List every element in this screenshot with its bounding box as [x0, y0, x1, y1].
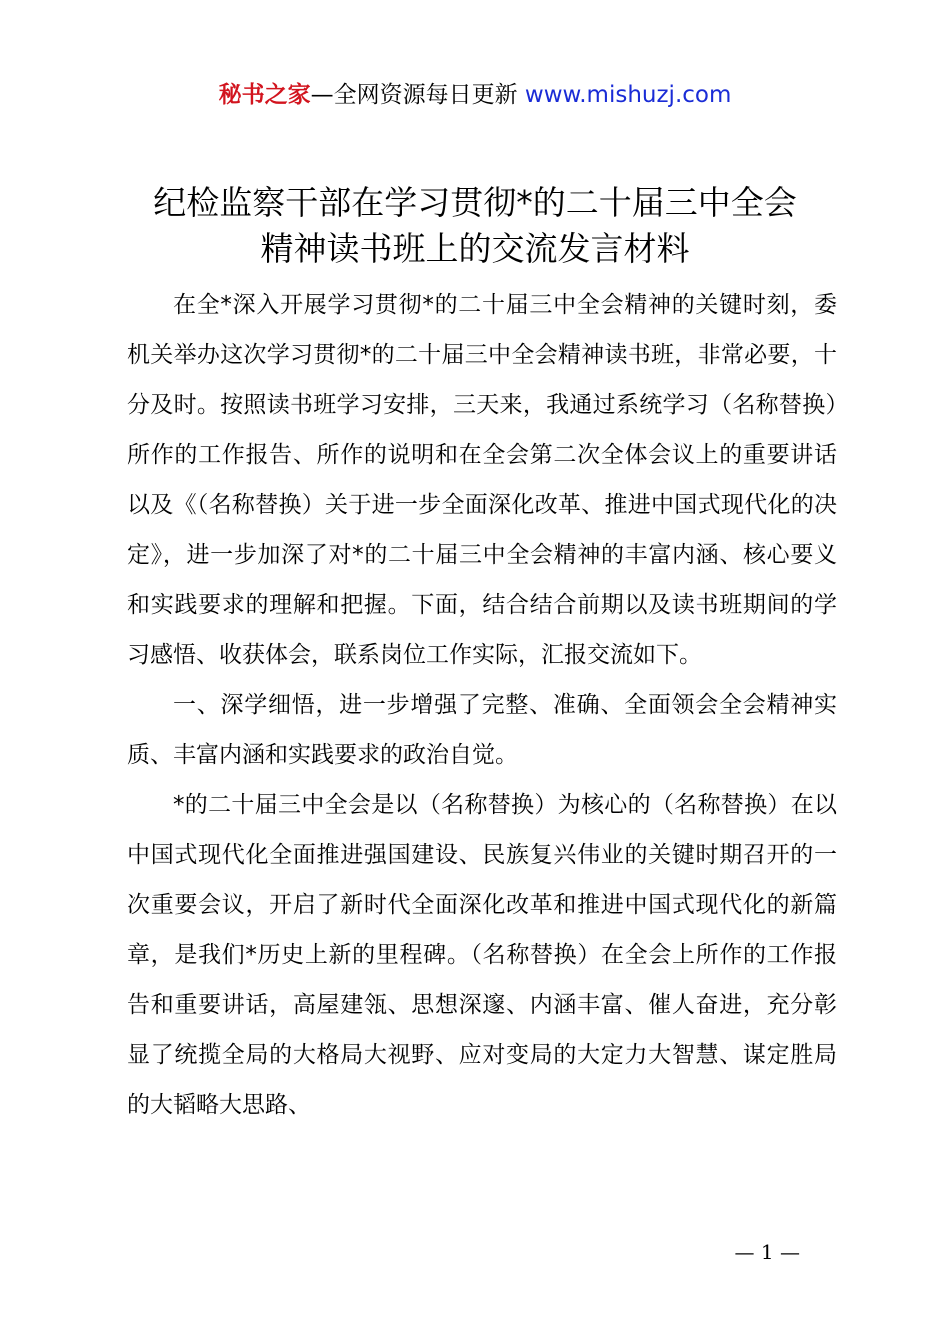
title-line-2: 精神读书班上的交流发言材料 — [260, 229, 690, 268]
site-url-link[interactable]: www.mishuzj.com — [524, 82, 732, 108]
section-heading-1: 一、深学细悟，进一步增强了完整、准确、全面领会全会精神实质、丰富内涵和实践要求的政治自觉。 — [127, 692, 837, 768]
body-paragraph-intro: 在全*深入开展学习贯彻*的二十届三中全会精神的关键时刻，委机关举办这次学习贯彻*的二十届三中全会精神读书班，非常必要，十分及时。按照读书班学习安排，三天来，我通过系统学习（名称替换）所作的工作报告、所作的说明和在全会第二次全体会议上的重要讲话以及《（名称替换）关于进一步全面深化改革、推进中国式现代化的决定》，进一步加深了对*的二十届三中全会精神的丰富内涵、核心要义和实践要求的理解和把握。下面，结合结合前期以及读书班期间的学习感悟、收获体会，联系岗位工作实际，汇报交流如下。 — [127, 292, 837, 668]
document-title — [60, 180, 890, 272]
banner-slogan: —全网资源每日更新 — [310, 82, 518, 108]
site-banner — [0, 78, 950, 112]
body-paragraph-section-1: *的二十届三中全会是以（名称替换）为核心的（名称替换）在以中国式现代化全面推进强国建设、民族复兴伟业的关键时期召开的一次重要会议，开启了新时代全面深化改革和推进中国式现代化的新篇章，是我们*历史上新的里程碑。（名称替换）在全会上所作的工作报告和重要讲话，高屋建瓴、思想深邃、内涵丰富、催人奋进，充分彰显了统揽全局的大格局大视野、应对变局的大定力大智慧、谋定胜局的大韬略大思路、 — [127, 792, 837, 1118]
page-number: — 1 — — [734, 1240, 800, 1264]
document-body — [127, 280, 837, 1130]
title-line-1: 纪检监察干部在学习贯彻*的二十届三中全会 — [153, 183, 797, 222]
brand-name: 秘书之家 — [218, 82, 311, 108]
